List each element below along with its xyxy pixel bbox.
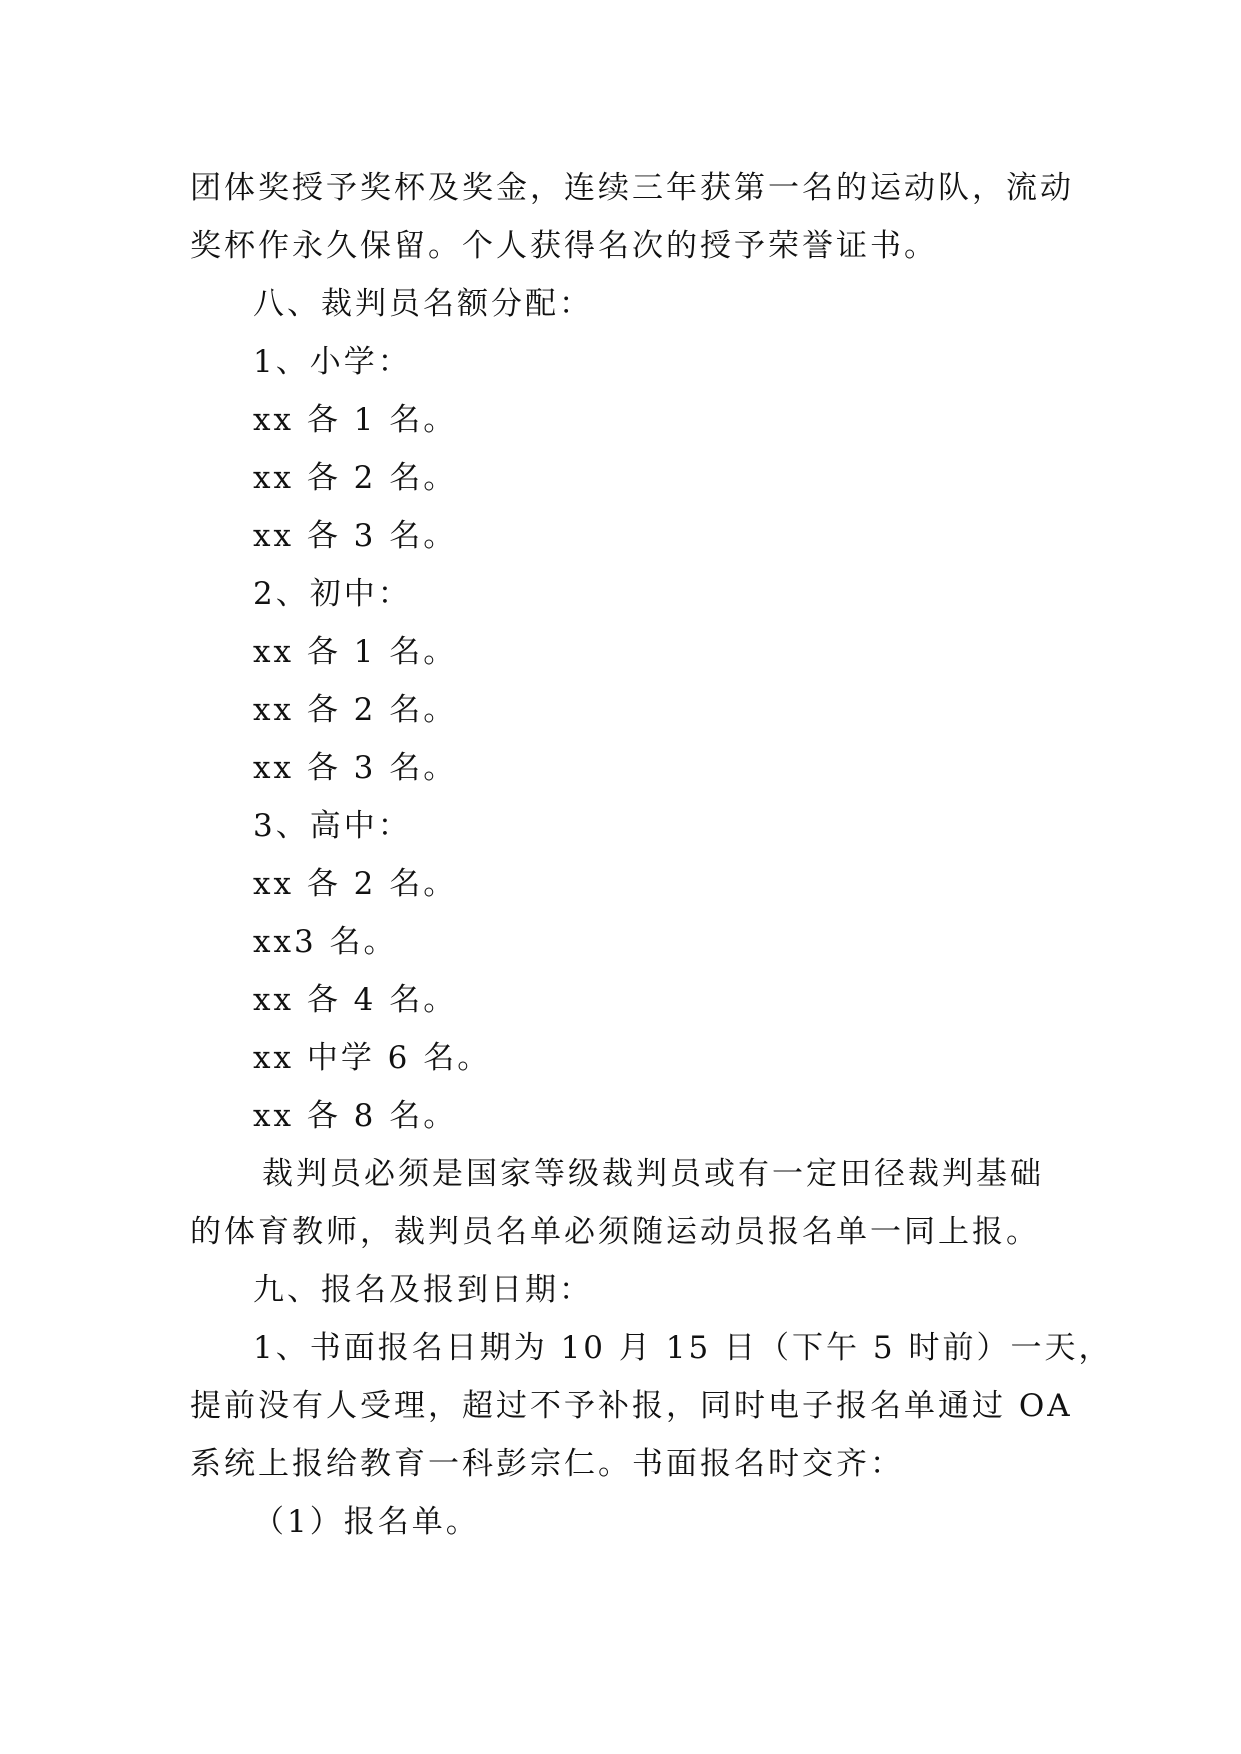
list-item: xx 各 3 名。	[253, 518, 458, 554]
paragraph-line: 提前没有人受理，超过不予补报，同时电子报名单通过 OA	[190, 1388, 1073, 1424]
subsection-heading: 2、初中：	[253, 576, 412, 612]
section-heading: 八、裁判员名额分配：	[253, 286, 593, 322]
section-heading: 九、报名及报到日期：	[253, 1272, 593, 1308]
paragraph-line: 1、书面报名日期为 10 月 15 日（下午 5 时前）一天，	[253, 1330, 1113, 1366]
list-item: xx 各 8 名。	[253, 1098, 458, 1134]
list-item: xx 中学 6 名。	[253, 1040, 492, 1076]
paragraph-line: 的体育教师，裁判员名单必须随运动员报名单一同上报。	[190, 1214, 1040, 1250]
list-item: xx 各 3 名。	[253, 750, 458, 786]
list-item: xx 各 2 名。	[253, 692, 458, 728]
list-item: xx 各 1 名。	[253, 634, 458, 670]
subsection-heading: 1、小学：	[253, 344, 412, 380]
subsection-heading: 3、高中：	[253, 808, 412, 844]
paragraph-line: 团体奖授予奖杯及奖金，连续三年获第一名的运动队，流动	[190, 170, 1074, 206]
list-item: xx 各 2 名。	[253, 460, 458, 496]
list-item: xx 各 2 名。	[253, 866, 458, 902]
list-item: xx3 名。	[253, 924, 398, 960]
list-item: xx 各 1 名。	[253, 402, 458, 438]
list-item: （1）报名单。	[253, 1504, 480, 1540]
paragraph-line: 系统上报给教育一科彭宗仁。书面报名时交齐：	[190, 1446, 904, 1482]
paragraph-line: 奖杯作永久保留。个人获得名次的授予荣誉证书。	[190, 228, 938, 264]
list-item: xx 各 4 名。	[253, 982, 458, 1018]
paragraph-line: 裁判员必须是国家等级裁判员或有一定田径裁判基础	[262, 1156, 1044, 1192]
